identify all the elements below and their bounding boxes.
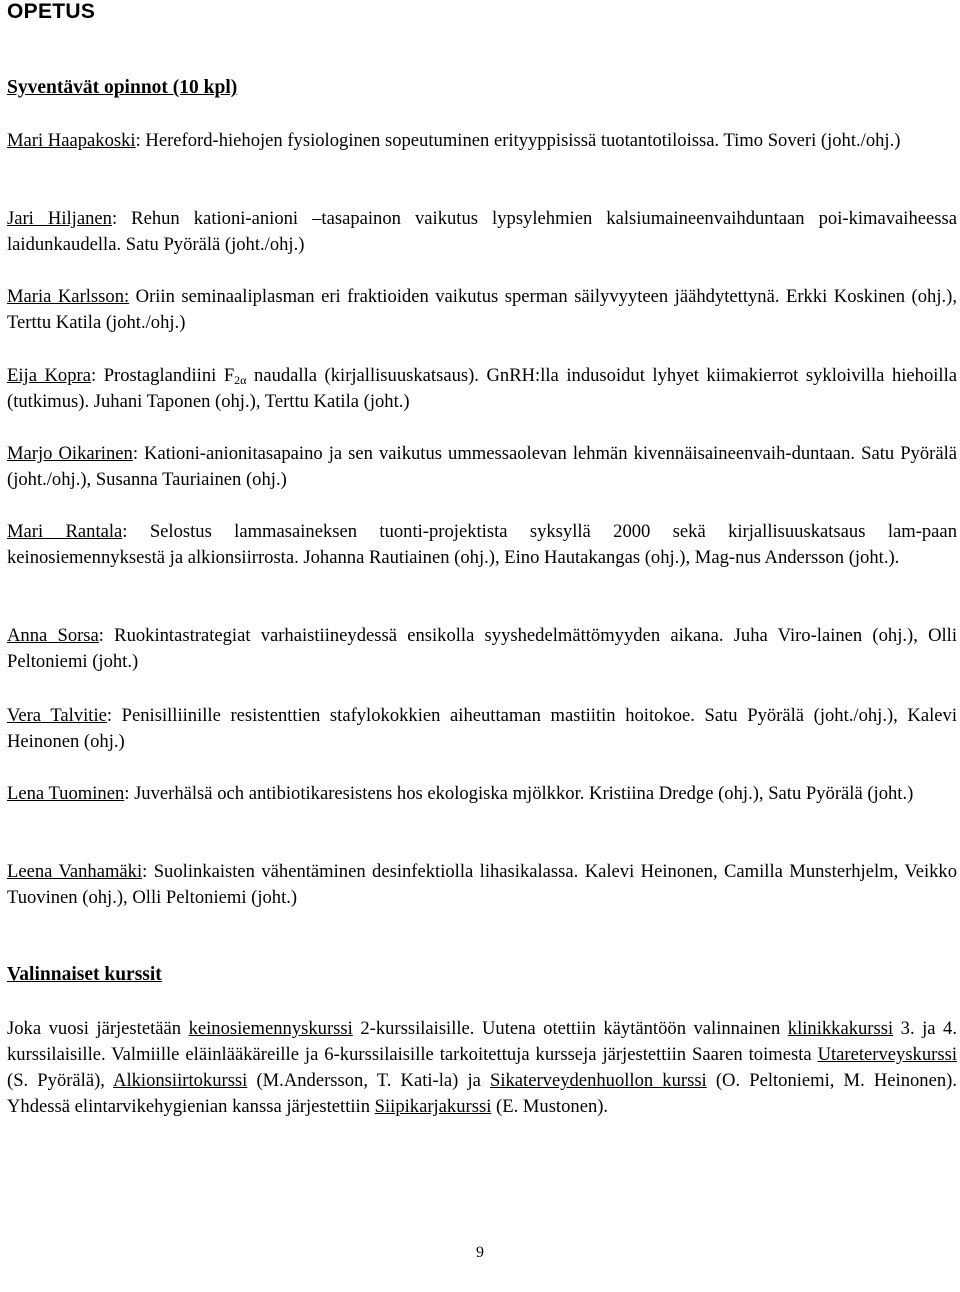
course-name: klinikkakurssi <box>787 1018 894 1039</box>
course-name: Alkionsiirtokurssi <box>113 1070 248 1091</box>
section-heading-electives: Valinnaiset kurssit <box>7 964 162 985</box>
thesis-entry <box>7 284 957 336</box>
student-name: Vera Talvitie <box>7 705 107 726</box>
student-name: Lena Tuominen <box>7 783 125 804</box>
thesis-description: naudalla (kirjallisuuskatsaus). GnRH:lla indusoidut lyhyet kiimakierrot sykloivilla hiehoilla (tutkimus). Juhani Taponen (ohj.), Terttu Katila (joht.) <box>7 365 958 412</box>
course-name: keinosiemennyskurssi <box>188 1018 353 1039</box>
thesis-entry: Leena Vanhamäki: Suolinkaisten vähentäminen desinfektiolla lihasikalassa. Kalevi Heinonen, Camilla Munsterhjelm, Veikko Tuovinen (ohj.), Olli Peltoniemi (joht.) <box>7 861 958 908</box>
thesis-description: Ruokintastrategiat varhaistiineydessä ensikolla syyshedelmättömyyden aikana. Juha Viro-lainen (ohj.), Olli Peltoniemi (joht.) <box>7 625 957 672</box>
thesis-description: Oriin seminaaliplasman eri fraktioiden vaikutus sperman säilyvyyteen jäähdytettynä. Erkki Koskinen (ohj.), Terttu Katila (joht./ohj.) <box>7 286 957 333</box>
student-name: Anna Sorsa <box>7 625 99 646</box>
thesis-description: Suolinkaisten vähentäminen desinfektiolla lihasikalassa. Kalevi Heinonen, Camilla Munsterhjelm, Veikko Tuovinen (ohj.), Olli Peltoniemi (joht.) <box>7 861 958 908</box>
thesis-entry: Anna Sorsa: Ruokintastrategiat varhaistiineydessä ensikolla syyshedelmättömyyden aikana. Juha Viro-lainen (ohj.), Olli Peltoniemi (joht.) <box>7 625 957 672</box>
thesis-entry: Mari Rantala: Selostus lammasaineksen tuonti-projektista syksyllä 2000 sekä kirjallisuuskatsaus lam-paan keinosiemennyksestä ja alkionsiirrosta. Johanna Rautiainen (ohj.), Eino Hautakangas (ohj.), Mag-nus Andersson (joht.). <box>7 521 957 568</box>
student-name: Mari Rantala <box>7 521 123 542</box>
course-name: Siipikarjakurssi <box>374 1096 492 1117</box>
thesis-entry: Marjo Oikarinen: Kationi-anionitasapaino ja sen vaikutus ummessaolevan lehmän kivennäisaineenvaih-duntaan. Satu Pyörälä (joht./ohj.), Susanna Tauriainen (ohj.) <box>7 443 957 490</box>
student-name: Leena Vanhamäki <box>7 861 143 882</box>
thesis-description: Hereford-hiehojen fysiologinen sopeutuminen erityyppisissä tuotantotiloissa. Timo Soveri (joht./ohj.) <box>140 130 901 151</box>
thesis-description: Selostus lammasaineksen tuonti-projektista syksyllä 2000 sekä kirjallisuuskatsaus lam-paan keinosiemennyksestä ja alkionsiirrosta. Johanna Rautiainen (ohj.), Eino Hautakangas (ohj.), Mag-nus Andersson (joht.). <box>7 521 957 568</box>
thesis-entry: Jari Hiljanen: Rehun kationi-anioni –tasapainon vaikutus lypsylehmien kalsiumaineenvaihduntaan poi-kimavaiheessa laidunkaudella. Satu Pyörälä (joht./ohj.) <box>7 208 957 255</box>
student-name: Mari Haapakoski <box>7 130 136 151</box>
thesis-description: Kationi-anionitasapaino ja sen vaikutus ummessaolevan lehmän kivennäisaineenvaih-duntaan. Satu Pyörälä (joht./ohj.), Susanna Tauriainen (ohj.) <box>7 443 957 490</box>
student-name: Jari Hiljanen <box>7 208 112 229</box>
electives-paragraph: Joka vuosi järjestetään keinosiemennyskurssi 2-kurssilaisille. Uutena otettiin käytäntöön valinnainen klinikkakurssi 3. ja 4. kurssilaisille. Valmiille eläinlääkäreille ja 6-kurssilaisille tarkoitettuja kursseja järjestettiin Saaren toimesta Utareterveyskurssi (S. Pyörälä), Alkionsiirtokurssi (M.Andersson, T. Kati-la) ja Sikaterveydenhuollon kurssi (O. Peltoniemi, M. Heinonen). Yhdessä elintarvikehygienian kanssa järjestettiin Siipikarjakurssi (E. Mustonen). <box>7 1018 957 1117</box>
subscript: 2α <box>234 373 247 387</box>
thesis-description: Rehun kationi-anioni –tasapainon vaikutus lypsylehmien kalsiumaineenvaihduntaan poi-kimavaiheessa laidunkaudella. Satu Pyörälä (joht./ohj.) <box>7 208 957 255</box>
section-heading-advanced-studies: Syventävät opinnot (10 kpl) <box>7 77 238 98</box>
thesis-description: Penisilliinille resistenttien stafylokokkien aiheuttaman mastiitin hoitokoe. Satu Pyörälä (joht./ohj.), Kalevi Heinonen (ohj.) <box>7 705 957 752</box>
thesis-description: Juverhälsä och antibiotikaresistens hos ekologiska mjölkkor. Kristiina Dredge (ohj.), Satu Pyörälä (joht.) <box>129 783 914 804</box>
student-name: Eija Kopra <box>7 365 91 386</box>
course-name: Sikaterveydenhuollon kurssi <box>490 1070 707 1091</box>
thesis-entry: Vera Talvitie: Penisilliinille resistenttien stafylokokkien aiheuttaman mastiitin hoitokoe. Satu Pyörälä (joht./ohj.), Kalevi Heinonen (ohj.) <box>7 705 957 752</box>
page-number: 9 <box>476 1244 484 1261</box>
page-title: OPETUS <box>7 0 96 23</box>
thesis-entry: Lena Tuominen: Juverhälsä och antibiotikaresistens hos ekologiska mjölkkor. Kristiina Dredge (ohj.), Satu Pyörälä (joht.) <box>7 783 914 804</box>
course-name: Utareterveyskurssi <box>817 1044 957 1065</box>
thesis-entry: Mari Haapakoski: Hereford-hiehojen fysiologinen sopeutuminen erityyppisissä tuotantotiloissa. Timo Soveri (joht./ohj.) <box>7 130 901 151</box>
student-name: Marjo Oikarinen <box>7 443 133 464</box>
student-name: Maria Karlsson: <box>7 286 130 307</box>
thesis-entry: Eija Kopra: Prostaglandiini $F_{2\alpha}$ naudalla (kirjallisuuskatsaus). GnRH:lla indusoidut lyhyet kiimakierrot sykloivilla hiehoilla (tutkimus). Juhani Taponen (ohj.), Terttu Katila (joht.) <box>7 365 958 412</box>
